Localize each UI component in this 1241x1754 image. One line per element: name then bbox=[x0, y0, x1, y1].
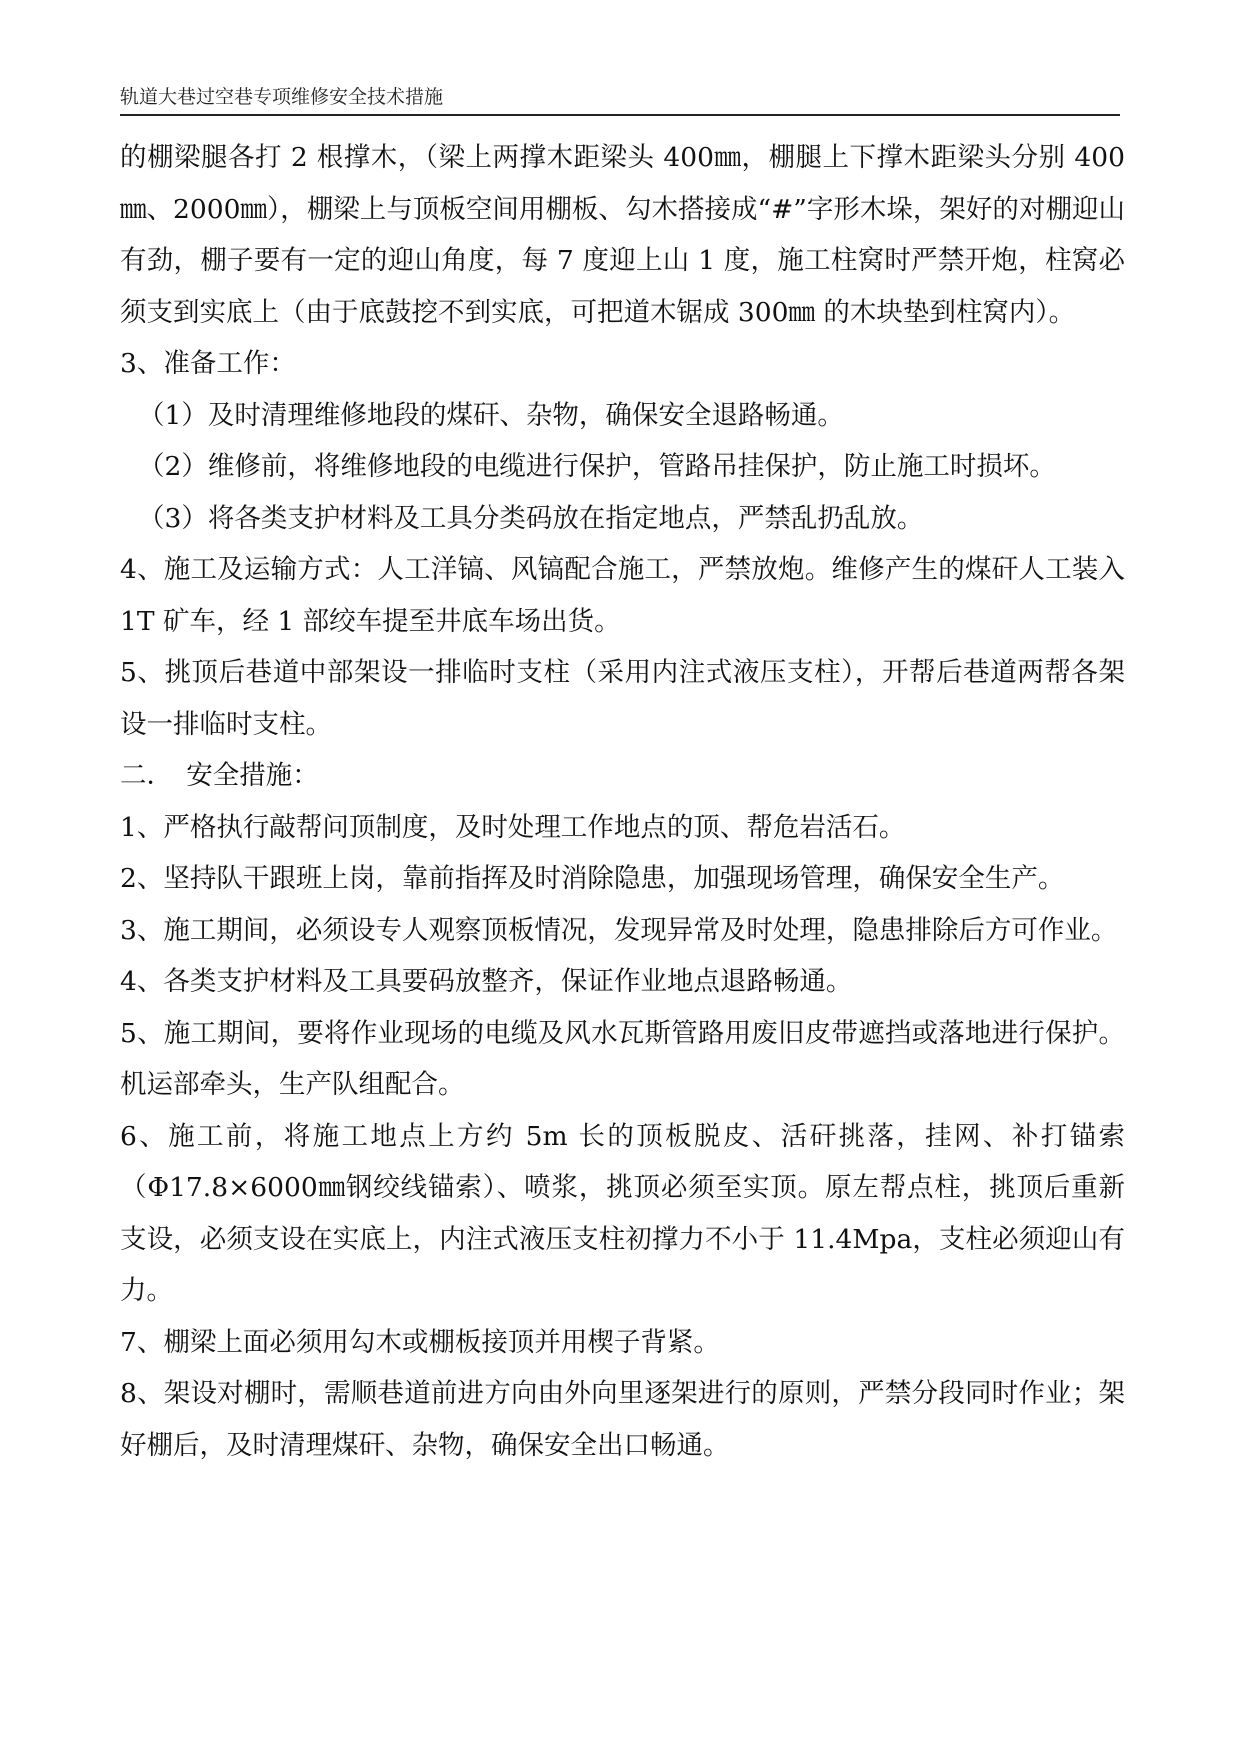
construction-transport: 4、施工及运输方式：人工洋镐、风镐配合施工，严禁放炮。维修产生的煤矸人工装入 1T 矿车，经 1 部绞车提至井底车场出货。 bbox=[120, 554, 1134, 637]
prep-item-2: （2）维修前，将维修地段的电缆进行保护，管路吊挂保护，防止施工时损坏。 bbox=[138, 451, 1056, 482]
safety-item-5: 5、施工期间，要将作业现场的电缆及风水瓦斯管路用废旧皮带遮挡或落地进行保护。机运部牵头，生产队组配合。 bbox=[120, 1017, 1125, 1100]
document-body bbox=[120, 132, 1134, 1471]
safety-item-1: 1、严格执行敲帮问顶制度，及时处理工作地点的顶、帮危岩活石。 bbox=[120, 811, 906, 843]
safety-item-4: 4、各类支护材料及工具要码放整齐，保证作业地点退路畅通。 bbox=[120, 966, 853, 997]
prep-item-1: （1）及时清理维修地段的煤矸、杂物，确保安全退路畅通。 bbox=[138, 399, 844, 431]
paragraph-continuation: 的棚梁腿各打 2 根撑木，（梁上两撑木距梁头 400㎜，棚腿上下撑木距梁头分别 400㎜、2000㎜），棚梁上与顶板空间用棚板、勾木搭接成“#”字形木垛，架好的对棚迎山有劲，棚子要有一定的迎山角度，每 7 度迎上山 1 度，施工柱窝时严禁开炮，柱窝必须支到实底上（由于底鼓挖不到实底，可把道木锯成 300㎜ 的木块垫到柱窝内）。 bbox=[120, 142, 1125, 328]
safety-item-2: 2、坚持队干跟班上岗，靠前指挥及时消除隐患，加强现场管理，确保安全生产。 bbox=[120, 863, 1065, 894]
temporary-support: 5、挑顶后巷道中部架设一排临时支柱（采用内注式液压支柱），开帮后巷道两帮各架设一排临时支柱。 bbox=[120, 657, 1125, 740]
safety-item-8: 8、架设对棚时，需顺巷道前进方向由外向里逐架进行的原则，严禁分段同时作业；架好棚后，及时清理煤矸、杂物，确保安全出口畅通。 bbox=[120, 1378, 1125, 1461]
safety-item-3: 3、施工期间，必须设专人观察顶板情况，发现异常及时处理，隐患排除后方可作业。 bbox=[120, 914, 1118, 946]
heading-preparation: 3、准备工作： bbox=[120, 348, 296, 379]
safety-item-6: 6、施工前，将施工地点上方约 5m 长的顶板脱皮、活矸挑落，挂网、补打锚索（Φ17.8×6000㎜钢绞线锚索）、喷浆，挑顶必须至实顶。原左帮点柱，挑顶后重新支设，必须支设在实底上，内注式液压支柱初撑力不小于 11.4Mpa，支柱必须迎山有力。 bbox=[120, 1120, 1125, 1306]
prep-item-3: （3）将各类支护材料及工具分类码放在指定地点，严禁乱扔乱放。 bbox=[138, 502, 924, 534]
safety-item-7: 7、棚梁上面必须用勾木或棚板接顶并用楔子背紧。 bbox=[120, 1326, 720, 1358]
running-header: 轨道大巷过空巷专项维修安全技术措施 bbox=[120, 84, 1120, 116]
heading-safety-measures: 二． 安全措施： bbox=[120, 760, 319, 791]
